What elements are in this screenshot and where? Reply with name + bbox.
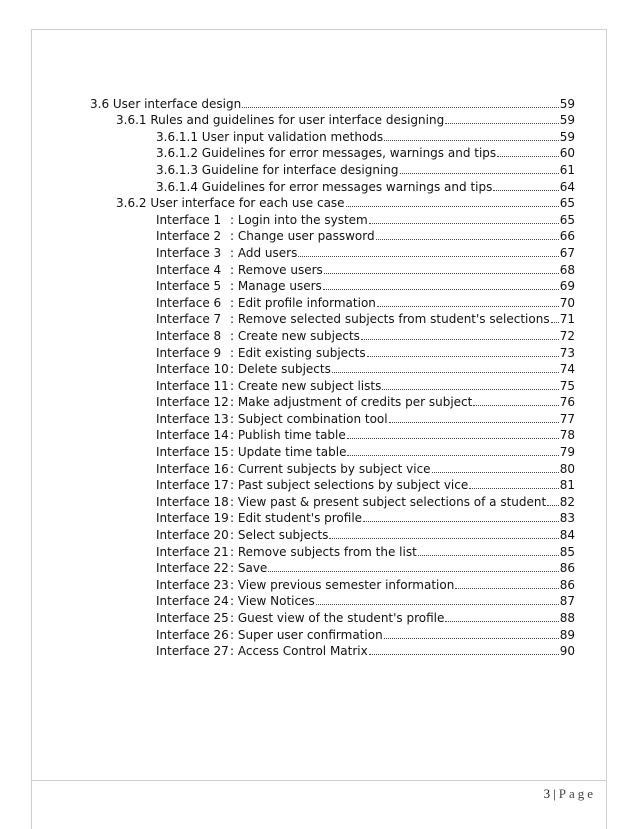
toc-interface-entry[interactable] bbox=[90, 609, 575, 626]
dot-leader bbox=[377, 305, 559, 307]
dot-leader bbox=[469, 487, 558, 489]
interface-title: : Remove selected subjects from student's selections bbox=[230, 312, 550, 327]
interface-number: Interface 17 bbox=[156, 478, 229, 493]
toc-entry-label bbox=[116, 195, 345, 211]
interface-title: : Make adjustment of credits per subject bbox=[230, 395, 473, 410]
toc-page-number: 79 bbox=[559, 445, 575, 460]
toc-page-number: 89 bbox=[559, 627, 575, 642]
toc-entry-label bbox=[156, 345, 366, 361]
dot-leader bbox=[455, 587, 558, 589]
toc-page-number: 59 bbox=[559, 113, 575, 128]
toc-interface-entry[interactable] bbox=[90, 593, 575, 610]
interface-number: Interface 25 bbox=[156, 611, 229, 625]
dot-leader bbox=[329, 537, 558, 539]
interface-title: : Login into the system bbox=[230, 212, 368, 227]
interface-title: : Delete subjects bbox=[230, 362, 331, 377]
toc-entry-text: 3.6.1.2 Guidelines for error messages, warnings and tips bbox=[156, 146, 497, 161]
interface-title: : Access Control Matrix bbox=[230, 644, 368, 659]
toc-page-number: 86 bbox=[559, 577, 575, 592]
interface-title: : Create new subjects bbox=[230, 328, 360, 343]
dot-leader bbox=[473, 404, 558, 406]
toc-interface-entry[interactable] bbox=[90, 477, 575, 494]
dot-leader bbox=[384, 139, 559, 141]
table-of-contents bbox=[90, 95, 575, 659]
toc-entry-label bbox=[156, 212, 368, 228]
toc-page-number: 86 bbox=[559, 561, 575, 576]
toc-page-number: 71 bbox=[559, 312, 575, 327]
toc-interface-entry[interactable] bbox=[90, 228, 575, 245]
toc-page-number: 61 bbox=[559, 162, 575, 177]
toc-page-number: 72 bbox=[559, 328, 575, 343]
toc-page-number: 69 bbox=[559, 279, 575, 294]
toc-page-number: 60 bbox=[559, 146, 575, 161]
toc-page-number: 70 bbox=[559, 295, 575, 310]
dot-leader bbox=[347, 437, 559, 439]
toc-entry-label bbox=[156, 145, 496, 161]
toc-page-number: 68 bbox=[559, 262, 575, 277]
dot-leader bbox=[369, 653, 559, 655]
dot-leader bbox=[384, 637, 559, 639]
toc-page-number: 78 bbox=[559, 428, 575, 443]
interface-title: : View past & present subject selections of a student bbox=[230, 494, 547, 509]
toc-entry-text: 3.6.1 Rules and guidelines for user interface designing bbox=[116, 113, 445, 128]
toc-page-number: 74 bbox=[559, 362, 575, 377]
interface-title: : Publish time table bbox=[230, 428, 346, 443]
toc-entry[interactable] bbox=[90, 128, 575, 145]
toc-entry-label bbox=[90, 96, 241, 112]
toc-page-number: 84 bbox=[559, 528, 575, 543]
toc-interface-entry[interactable] bbox=[90, 526, 575, 543]
toc-interface-entry[interactable] bbox=[90, 460, 575, 477]
toc-entry-text: 3.6 User interface design bbox=[90, 96, 242, 111]
toc-entry-label bbox=[156, 262, 323, 278]
dot-leader bbox=[242, 106, 559, 108]
toc-entry[interactable] bbox=[90, 178, 575, 195]
dot-leader bbox=[547, 504, 558, 506]
toc-entry-label bbox=[156, 643, 368, 659]
dot-leader bbox=[332, 371, 559, 373]
interface-title: : Edit existing subjects bbox=[230, 345, 366, 360]
toc-entry-text: 3.6.1.4 Guidelines for error messages warnings and tips bbox=[156, 179, 493, 194]
dot-leader bbox=[298, 255, 558, 257]
interface-number: Interface 27 bbox=[156, 644, 229, 659]
toc-interface-entry[interactable] bbox=[90, 510, 575, 527]
toc-interface-entry[interactable] bbox=[90, 278, 575, 295]
toc-entry-label bbox=[156, 477, 468, 493]
toc-entry-text: 3.6.2 User interface for each use case bbox=[116, 196, 345, 211]
toc-page-number: 85 bbox=[559, 544, 575, 559]
toc-entry-label bbox=[156, 427, 346, 443]
interface-number: Interface 2 bbox=[156, 229, 222, 244]
toc-interface-entry[interactable] bbox=[90, 211, 575, 228]
toc-interface-entry[interactable] bbox=[90, 294, 575, 311]
toc-entry-label bbox=[156, 527, 328, 543]
dot-leader bbox=[445, 122, 559, 124]
interface-title: : Remove subjects from the list bbox=[230, 544, 417, 559]
dot-leader bbox=[316, 603, 559, 605]
dot-leader bbox=[493, 189, 558, 191]
toc-page-number: 82 bbox=[559, 494, 575, 509]
toc-page-number: 77 bbox=[559, 411, 575, 426]
toc-entry-label bbox=[156, 593, 315, 609]
toc-page-number: 66 bbox=[559, 229, 575, 244]
interface-number: Interface 5 bbox=[156, 279, 222, 294]
interface-number: Interface 18 bbox=[156, 494, 229, 509]
interface-title: : Manage users bbox=[230, 279, 322, 294]
toc-entry-label bbox=[116, 112, 444, 128]
interface-number: Interface 23 bbox=[156, 577, 229, 592]
toc-page-number: 64 bbox=[559, 179, 575, 194]
dot-leader bbox=[323, 288, 559, 290]
interface-title: : Create new subject lists bbox=[230, 378, 382, 393]
dot-leader bbox=[551, 321, 559, 323]
toc-interface-entry[interactable] bbox=[90, 311, 575, 328]
interface-title: : Remove users bbox=[230, 262, 323, 277]
toc-interface-entry[interactable] bbox=[90, 543, 575, 560]
toc-entry-label bbox=[156, 361, 331, 377]
toc-entry-text: 3.6.1.3 Guideline for interface designing bbox=[156, 162, 399, 177]
interface-number: Interface 24 bbox=[156, 594, 229, 609]
toc-entry-text: 3.6.1.1 User input validation methods bbox=[156, 129, 384, 144]
toc-interface-entry[interactable] bbox=[90, 344, 575, 361]
interface-number: Interface 10 bbox=[156, 362, 229, 377]
toc-entry[interactable] bbox=[90, 145, 575, 162]
toc-page-number: 59 bbox=[559, 96, 575, 111]
footer-separator: | bbox=[553, 786, 556, 801]
interface-title: : Guest view of the student's profile bbox=[230, 611, 445, 625]
interface-title: : Edit student's profile bbox=[230, 511, 363, 526]
toc-interface-entry[interactable] bbox=[90, 361, 575, 378]
toc-entry-label bbox=[156, 494, 546, 510]
dot-leader bbox=[382, 388, 558, 390]
toc-entry[interactable] bbox=[90, 161, 575, 178]
interface-title: : Save bbox=[230, 561, 268, 576]
interface-number: Interface 20 bbox=[156, 528, 229, 543]
toc-page-number: 73 bbox=[559, 345, 575, 360]
toc-entry-label bbox=[156, 394, 472, 410]
interface-number: Interface 26 bbox=[156, 627, 229, 642]
dot-leader bbox=[376, 238, 559, 240]
interface-number: Interface 14 bbox=[156, 428, 229, 443]
toc-page-number: 65 bbox=[559, 196, 575, 211]
toc-entry-label bbox=[156, 311, 550, 327]
toc-entry-label bbox=[156, 278, 322, 294]
interface-title: : Edit profile information bbox=[230, 295, 376, 310]
toc-interface-entry[interactable] bbox=[90, 377, 575, 394]
toc-interface-entry[interactable] bbox=[90, 427, 575, 444]
toc-entry-label bbox=[156, 560, 267, 576]
toc-entry-label bbox=[156, 461, 431, 477]
toc-page-number: 90 bbox=[559, 644, 575, 659]
toc-page-number: 83 bbox=[559, 511, 575, 526]
toc-entry-label bbox=[156, 228, 375, 244]
interface-title: : Select subjects bbox=[230, 528, 329, 543]
toc-page-number: 59 bbox=[559, 129, 575, 144]
page-footer bbox=[544, 786, 596, 802]
toc-entry-label bbox=[156, 544, 417, 560]
dot-leader bbox=[268, 570, 558, 572]
interface-number: Interface 3 bbox=[156, 245, 222, 260]
toc-entry[interactable] bbox=[90, 195, 575, 212]
toc-entry-label bbox=[156, 510, 362, 526]
toc-page-number: 87 bbox=[559, 594, 575, 609]
dot-leader bbox=[432, 471, 559, 473]
dot-leader bbox=[497, 155, 559, 157]
interface-number: Interface 12 bbox=[156, 395, 229, 410]
interface-number: Interface 9 bbox=[156, 345, 222, 360]
toc-entry-label bbox=[156, 328, 360, 344]
interface-number: Interface 6 bbox=[156, 295, 222, 310]
toc-interface-entry[interactable] bbox=[90, 410, 575, 427]
toc-page-number: 76 bbox=[559, 395, 575, 410]
interface-number: Interface 8 bbox=[156, 328, 222, 343]
interface-title: : Update time table bbox=[230, 445, 347, 460]
toc-entry-label bbox=[156, 179, 492, 195]
dot-leader bbox=[361, 338, 559, 340]
toc-entry-label bbox=[156, 411, 388, 427]
toc-entry-label bbox=[156, 444, 346, 460]
toc-interface-entry[interactable] bbox=[90, 327, 575, 344]
interface-number: Interface 4 bbox=[156, 262, 222, 277]
dot-leader bbox=[346, 205, 559, 207]
toc-entry-label bbox=[156, 577, 454, 593]
toc-interface-entry[interactable] bbox=[90, 626, 575, 643]
toc-interface-entry[interactable] bbox=[90, 560, 575, 577]
dot-leader bbox=[389, 421, 559, 423]
interface-title: : Subject combination tool bbox=[230, 411, 388, 426]
toc-interface-entry[interactable] bbox=[90, 443, 575, 460]
toc-page-number: 67 bbox=[559, 245, 575, 260]
dot-leader bbox=[369, 222, 559, 224]
interface-number: Interface 11 bbox=[156, 378, 229, 393]
dot-leader bbox=[400, 172, 559, 174]
toc-entry-label bbox=[156, 627, 383, 643]
toc-interface-entry[interactable] bbox=[90, 493, 575, 510]
interface-title: : Change user password bbox=[230, 229, 375, 244]
dot-leader bbox=[363, 520, 559, 522]
dot-leader bbox=[324, 272, 559, 274]
interface-number: Interface 13 bbox=[156, 411, 229, 426]
interface-title: : View previous semester information bbox=[230, 577, 455, 592]
toc-page-number: 65 bbox=[559, 212, 575, 227]
interface-number: Interface 19 bbox=[156, 511, 229, 526]
toc-interface-entry[interactable] bbox=[90, 244, 575, 261]
interface-number: Interface 15 bbox=[156, 445, 229, 460]
toc-page-number: 88 bbox=[559, 611, 575, 625]
toc-interface-entry[interactable] bbox=[90, 261, 575, 278]
toc-entry[interactable] bbox=[90, 95, 575, 112]
dot-leader bbox=[367, 355, 559, 357]
toc-page-number: 75 bbox=[559, 378, 575, 393]
toc-interface-entry[interactable] bbox=[90, 394, 575, 411]
interface-title: : Current subjects by subject vice bbox=[230, 461, 431, 476]
dot-leader bbox=[418, 554, 559, 556]
toc-entry-label bbox=[156, 162, 399, 178]
interface-number: Interface 1 bbox=[156, 212, 222, 227]
dot-leader bbox=[347, 454, 558, 456]
footer-page-number: 3 bbox=[543, 786, 551, 801]
toc-page-number: 81 bbox=[559, 478, 575, 493]
interface-number: Interface 7 bbox=[156, 312, 222, 327]
interface-title: : View Notices bbox=[230, 594, 315, 609]
interface-number: Interface 16 bbox=[156, 461, 229, 476]
interface-title: : Add users bbox=[230, 245, 298, 260]
footer-divider bbox=[31, 780, 607, 781]
interface-number: Interface 22 bbox=[156, 561, 229, 576]
toc-page-number: 80 bbox=[559, 461, 575, 476]
toc-entry-label bbox=[156, 245, 297, 261]
toc-interface-entry[interactable] bbox=[90, 576, 575, 593]
interface-title: : Super user confirmation bbox=[230, 627, 383, 642]
interface-number: Interface 21 bbox=[156, 544, 229, 559]
interface-title: : Past subject selections by subject vice bbox=[230, 478, 469, 493]
toc-entry-label bbox=[156, 295, 376, 311]
toc-interface-entry[interactable] bbox=[90, 643, 575, 660]
toc-entry-label bbox=[156, 610, 444, 626]
toc-entry[interactable] bbox=[90, 112, 575, 129]
toc-entry-label bbox=[156, 378, 381, 394]
toc-entry-label bbox=[156, 129, 383, 145]
dot-leader bbox=[445, 620, 558, 622]
footer-page-word: Page bbox=[558, 786, 596, 801]
